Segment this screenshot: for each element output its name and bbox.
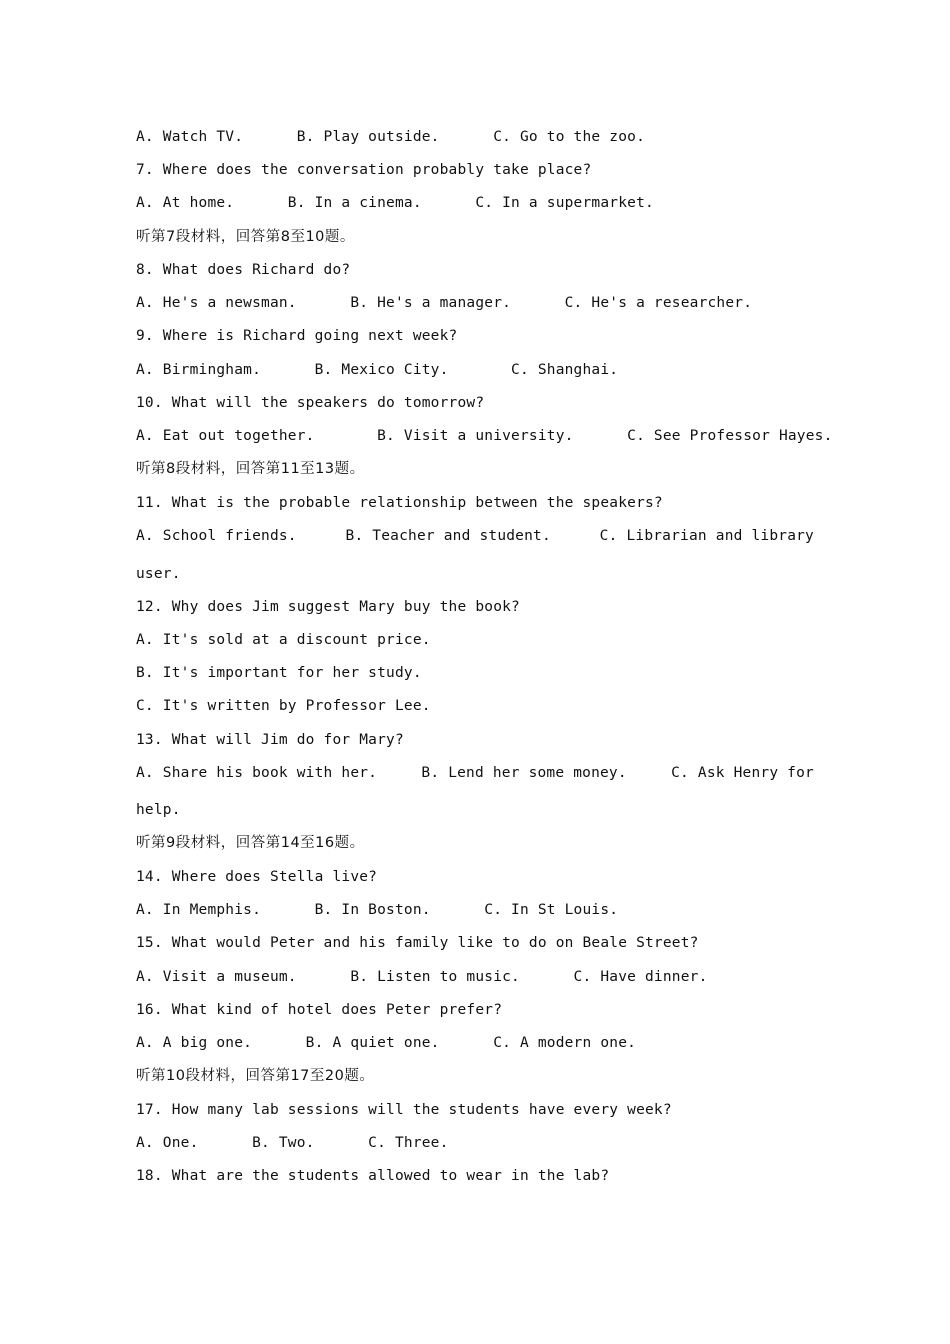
question-10: 10. What will the speakers do tomorrow? bbox=[136, 395, 485, 411]
answer-options-q7: A. At home. B. In a cinema. C. In a supermarket. bbox=[136, 195, 654, 211]
answer-options-q11 bbox=[136, 526, 814, 546]
answer-options-q10: A. Eat out together. B. Visit a university. C. See Professor Hayes. bbox=[136, 428, 833, 444]
answer-options-q14: A. In Memphis. B. In Boston. C. In St Louis. bbox=[136, 902, 619, 918]
answer-options-q13-continued: help. bbox=[136, 802, 181, 818]
option-c-q12: C. It's written by Professor Lee. bbox=[136, 698, 431, 714]
answer-options-q16: A. A big one. B. A quiet one. C. A modern one. bbox=[136, 1035, 637, 1051]
question-7: 7. Where does the conversation probably take place? bbox=[136, 162, 592, 178]
section-heading-7: 听第7段材料，回答第8至10题。 bbox=[136, 229, 355, 245]
answer-options-q17: A. One. B. Two. C. Three. bbox=[136, 1135, 449, 1151]
question-9: 9. Where is Richard going next week? bbox=[136, 328, 458, 344]
answer-options-q8: A. He's a newsman. B. He's a manager. C. He's a researcher. bbox=[136, 295, 753, 311]
answer-options-q9: A. Birmingham. B. Mexico City. C. Shanghai. bbox=[136, 362, 619, 378]
question-17: 17. How many lab sessions will the students have every week? bbox=[136, 1102, 672, 1118]
option-a-q12: A. It's sold at a discount price. bbox=[136, 632, 431, 648]
question-15: 15. What would Peter and his family like to do on Beale Street? bbox=[136, 935, 699, 951]
option-c: C. Librarian and library bbox=[599, 528, 814, 544]
question-11: 11. What is the probable relationship between the speakers? bbox=[136, 495, 663, 511]
section-heading-9: 听第9段材料，回答第14至16题。 bbox=[136, 835, 365, 851]
answer-options-q11-continued: user. bbox=[136, 566, 181, 582]
section-heading-8: 听第8段材料，回答第11至13题。 bbox=[136, 461, 365, 477]
question-13: 13. What will Jim do for Mary? bbox=[136, 732, 404, 748]
question-16: 16. What kind of hotel does Peter prefer? bbox=[136, 1002, 503, 1018]
option-a: A. Share his book with her. bbox=[136, 765, 378, 781]
question-14: 14. Where does Stella live? bbox=[136, 869, 378, 885]
option-c: C. Ask Henry for bbox=[671, 765, 814, 781]
question-8: 8. What does Richard do? bbox=[136, 262, 351, 278]
answer-options-q15: A. Visit a museum. B. Listen to music. C. Have dinner. bbox=[136, 969, 708, 985]
option-b: B. Lend her some money. bbox=[421, 765, 627, 781]
answer-options-q6: A. Watch TV. B. Play outside. C. Go to the zoo. bbox=[136, 129, 645, 145]
question-18: 18. What are the students allowed to wear in the lab? bbox=[136, 1168, 610, 1184]
option-a: A. School friends. bbox=[136, 528, 297, 544]
question-12: 12. Why does Jim suggest Mary buy the book? bbox=[136, 599, 520, 615]
answer-options-q13 bbox=[136, 763, 814, 783]
option-b: B. Teacher and student. bbox=[345, 528, 551, 544]
section-heading-10: 听第10段材料，回答第17至20题。 bbox=[136, 1068, 375, 1084]
option-b-q12: B. It's important for her study. bbox=[136, 665, 422, 681]
